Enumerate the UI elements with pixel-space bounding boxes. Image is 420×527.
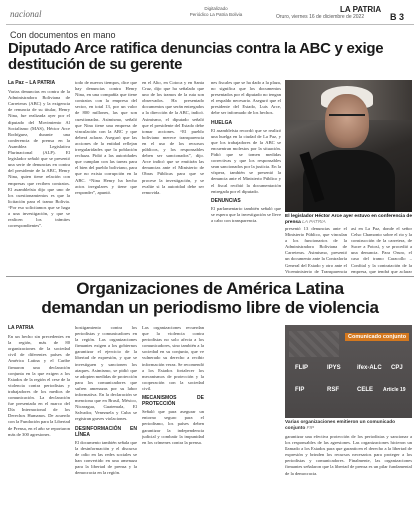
newspaper-brand: LA PATRIA — [340, 5, 382, 14]
section-name: nacional — [10, 9, 42, 19]
story2-dateline: LA PATRIA — [8, 325, 34, 331]
story1-column-5 — [285, 226, 347, 274]
logo-ipys: IPYS — [327, 365, 341, 371]
story2-subhead-mecanismos: MECANISMOS DE PROTECCIÓN — [142, 395, 204, 408]
digitized-line2: Periódico La Patria Bolivia — [189, 12, 243, 17]
story2-col1-text: En un hecho sin precedentes en la región, más de 80 organizaciones de la sociedad civil de diferentes países de América Latina y el Caribe firmaron una declaración conjunta en la que exigen a los Estados de la región el cese de la violencia contra periodistas y trabajadores de los medios de comunicación. La declaración fue presentada en el marco del Día Internacional de los Derechos Humanos. De acuerdo con la Fundación para la Libertad de Prensa, en el año se reportaron más de 300 agresiones. — [8, 334, 70, 437]
legislator-photo-caption — [285, 214, 412, 226]
logo-ifex: ifex-ALC — [357, 365, 382, 371]
joint-statement-image — [285, 325, 412, 418]
story1-col4c-text: El parlamentario también señaló que se espera que la investigación se lleve a cabo con transparencia. — [211, 205, 281, 223]
legislator-photo — [285, 80, 412, 212]
story1-col4-text: nes fiscales que se ha dado a la plaza, no significa que los documentos presentados por el diputado no tengan el respaldo necesario. Aseguró que el presidente del Estado, Luis Arce, debe ser informado de los hechos. — [211, 80, 281, 116]
story1-col2-text: todo de nuevos tiempos, dice que hay denuncias contra Henry Nina, en una compañía que tiene contratos con la empresa del sector, en total 13, por un valor de 800 millones, las que son cuestionadas. Asimismo, señaló que Nina tiene una empresa de vinculación con la ABC y que deberá aclarar. Aseguró que las acciones de la entidad reflejan irregularidades que la población rechaza. Pidió a las autoridades que cumplan con las tareas para el bien del pueblo boliviano, para que no exista corrupción en la ABC. “Nina Henry ha hecho actos irregulares y tiene que responder”, apuntó. — [75, 80, 137, 195]
story2-col2b-text: El documento también señala que la desinformación y el discurso de odio en las redes sociales se han convertido en una amenaza para la libertad de prensa y la democracia en la región. — [75, 439, 137, 476]
story1-kicker: Con documentos en mano — [10, 30, 116, 40]
story2-column-2 — [75, 325, 137, 523]
story1-subhead-denuncias: DENUNCIAS — [211, 197, 241, 204]
photo-tag: Comunicado conjunto — [345, 333, 409, 341]
story2-col3b-text: Señaló que para asegurar un entorno seguro para el periodismo, los países deben garantizar la independencia judicial y combatir la impunidad en los crímenes contra la prensa. — [142, 409, 204, 445]
caption2-text: Varias organizaciones emitieron un comunicado conjunto — [285, 420, 396, 431]
story2-subhead-desinformacion: DESINFORMACIÓN EN LÍNEA — [75, 425, 137, 438]
story1-column-3 — [142, 80, 204, 274]
story-divider — [6, 276, 414, 277]
story1-column-2 — [75, 80, 137, 274]
story2-col2-text: hostigamiento contra los periodistas y comunicadores en la región. Las organizaciones firmantes exigen a los gobiernos garantizar el ejercicio de la libertad de expresión, y que se investiguen y sancionen los ataques. Asimismo, se pidió que se adopten medidas de protección para los comunicadores que sufren amenazas por su labor informativa. En la declaración se menciona que en Brasil, México, Nicaragua, Guatemala, El Salvador, Venezuela y Cuba se registran graves violaciones. — [75, 325, 137, 422]
logo-flip: FLIP — [295, 365, 308, 371]
story2-column-4 — [285, 434, 412, 524]
story1-col3-text: en el Alto, en Cotoca y en Santa Cruz, dijo que ha señalado que uno de los tramos de la ruta son observados. Ha presentado documentos que serán entregados a la dirección de la ABC, indicó. Asimismo, el diputado señaló que el presidente del Estado debe tomar acciones. “El pueblo boliviano merece transparencia en el uso de los recursos públicos, y los responsables deben ser sancionados”, dijo. Arce indicó que se emitirán las denuncias ante el Ministerio de Obras Públicas para que se procese la investigación, y se evalúe si la autoridad debe ser removida. — [142, 80, 204, 195]
logo-cpj: CPJ — [391, 365, 403, 371]
story1-col1-text: Varias denuncias en contra de la Administradora Boliviana de Carreteras (ABC) y la exigencia de renuncia de su titular, Henry Nina, fue realizada ayer por el diputado del Movimiento Al Socialismo (MAS), Héctor Arce Rodríguez, durante una conferencia de prensa en la Asamblea Legislativa Plurinacional (ALP). El legislador señaló que se presentó una serie de denuncias en contra del presidente de la ABC, Henry Nina, quien tiene relación con empresas que reciben contratos. El asambleísta dijo que uno de los cuestionamientos es que la licitación para el tramo Bolivia. “Por eso solicitamos que se haga a una investigación, y que se realicen los trámites correspondientes”. — [8, 89, 70, 229]
story2-headline-line2: demandan un periodismo libre de violencia — [41, 298, 379, 317]
story2-headline-line1: Organizaciones de América Latina — [76, 279, 344, 298]
digitized-line1: Digitalizado — [204, 6, 228, 11]
story1-headline: Diputado Arce ratifica denuncias contra la ABC y exige destitución de su gerente — [8, 40, 384, 73]
caption1-text: El legislador Héctor Arce ayer estuvo en conferencia de prensa — [285, 214, 412, 225]
story1-col6-text: así en La Paz, donde el señor Celso Chamonto sobre el rio y la construcción de la carretera, de Sucre a Potosí, y se procedió a una denuncia. Para Oruro, el caso del tramo Caracollo – Confital y la contratación de la empresa, que tendrá que aclarar — [351, 226, 412, 274]
story2-headline — [8, 279, 412, 317]
issue-date: Oruro, viernes 16 de diciembre de 2022 — [276, 14, 365, 20]
story2-col3-text: Las organizaciones recuerdan que la violencia contra periodistas no solo afecta a los comunicadores, sino también a la sociedad en su conjunto, que ve vulnerado su derecho a recibir información veraz. Se recomendó a los Estados fortalecer los mecanismos de protección y la cooperación con la sociedad civil. — [142, 325, 204, 391]
story1-col5-text: presentó 13 denuncias ante el Ministerio Público, que vinculan a los funcionarios de la Administradora Boliviana de Carreteras. Asimismo, presentó un documento ante la Contraloría General del Estado y otro ante el Viceministerio de Transparencia — [285, 226, 347, 274]
logo-rsf: RSF — [327, 387, 339, 393]
story1-dateline: La Paz – LA PATRIA — [8, 80, 56, 86]
story1-column-4 — [211, 80, 281, 274]
story2-column-3 — [142, 325, 204, 523]
caption2-credit: FIP — [306, 426, 315, 431]
story2-column-1 — [8, 325, 70, 523]
story1-column-1 — [8, 80, 70, 274]
story2-col4-text: garantizar una efectiva protección de los periodistas y sancionar a los responsables de las agresiones. Las organizaciones hicieron un llamado a los Estados para que garanticen el derecho a la libertad de expresión y brinden los recursos necesarios para proteger a los periodistas y comunicadores. Finalmente, las organizaciones firmantes señalaron que la libertad de prensa es un pilar fundamental de la democracia. — [285, 434, 412, 476]
logo-fip: FIP — [295, 387, 305, 393]
page-number: B 3 — [390, 12, 405, 22]
story1-column-6 — [351, 226, 412, 274]
page-header — [6, 3, 414, 25]
logo-article19: Article 19 — [383, 387, 406, 393]
logo-cele: CELE — [357, 387, 374, 393]
digitized-stamp — [176, 6, 256, 18]
joint-statement-caption — [285, 420, 412, 432]
story1-col4b-text: El asambleísta recordó que se realizó una huelga en la ciudad de La Paz, y que los trabajadores de la ABC se encuentran molestos por la situación. Pidió que se tomen medidas correctivas y que los responsables sean sancionados por la justicia. En la víspera, también se presentó la denuncia ante el Ministerio Público y el fiscal recibió la documentación entregada por el diputado. — [211, 127, 281, 194]
caption1-credit: LA PATRIA — [302, 220, 326, 225]
story1-subhead-huelga: HUELGA — [211, 119, 233, 126]
